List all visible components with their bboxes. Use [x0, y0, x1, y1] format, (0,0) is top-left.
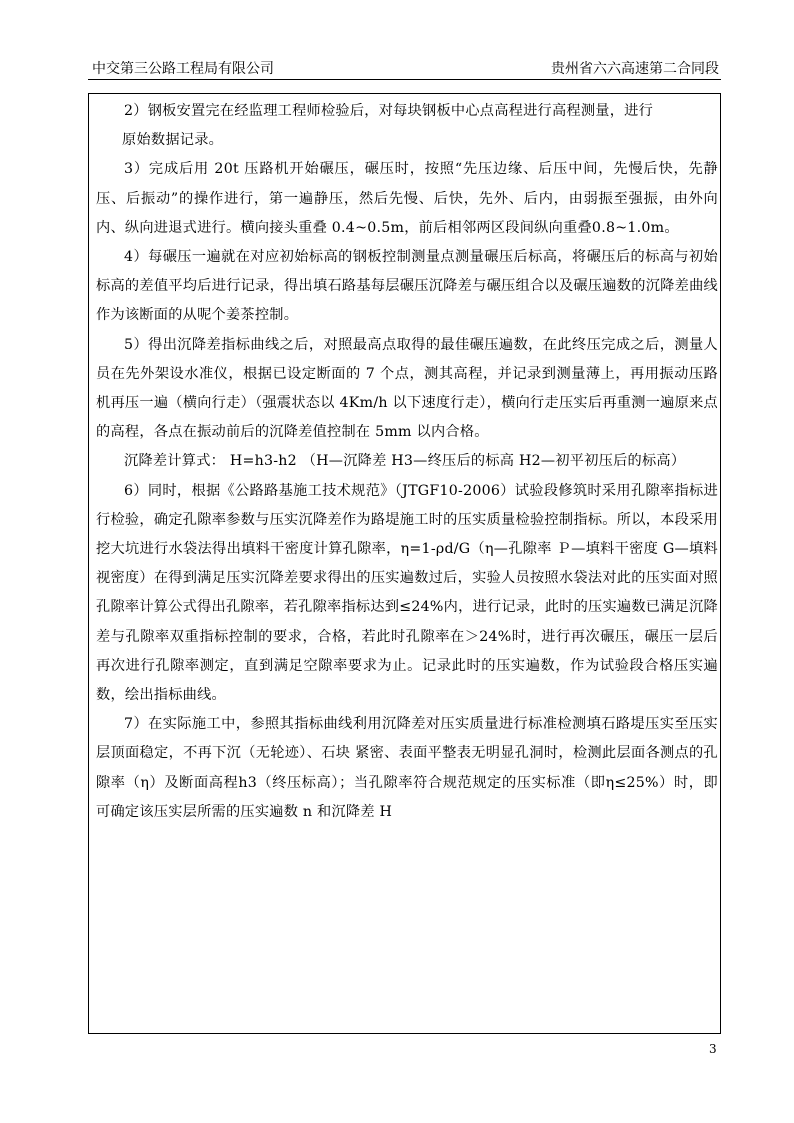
paragraph-4: 4）每碾压一遍就在对应初始标高的钢板控制测量点测量碾压后标高，将碾压后的标高与初始标高的差值平均后进行记录，得出填石路基每层碾压沉降差与碾压组合以及碾压遍数的沉降差曲线作为该断面的从呢个姜茶控制。 — [96, 249, 718, 324]
paragraph-1: 2）钢板安置完在经监理工程师检验后，对每块钢板中心点高程进行高程测量，进行 — [124, 103, 654, 119]
paragraph-7: 7）在实际施工中，参照其指标曲线利用沉降差对压实质量进行标准检测填石路堤压实至压实层顶面稳定，不再下沉（无轮迹）、石块 紧密、表面平整表无明显孔洞时，检测此层面各测点的孔隙率（η）及断面高程h3（终压标高）；当孔隙率符合规范规定的压实标准（即η≤25%）时，即可确定该压实层所需的压实遍数 n 和沉降差 H — [96, 716, 718, 820]
paragraph-3: 3）完成后用 20t 压路机开始碾压，碾压时，按照“先压边缘、后压中间，先慢后快，先静压、后振动”的操作进行，第一遍静压，然后先慢、后快，先外、后内，由弱振至强振，由外向内、纵向进退式进行。横向接头重叠 0.4~0.5m，前后相邻两区段间纵向重叠0.8~1.0m。 — [96, 161, 718, 236]
paragraph-1-cont: 原始数据记录。 — [122, 132, 224, 149]
header-project: 贵州省六六高速第二合同段 — [551, 61, 719, 77]
settlement-formula: 沉降差计算式： H=h3-h2 （H—沉降差 H3—终压后的标高 H2—初平初压后的标高） — [124, 453, 686, 470]
header-company: 中交第三公路工程局有限公司 — [92, 61, 274, 77]
page-header — [88, 58, 721, 80]
header-rule — [88, 79, 721, 80]
paragraph-5: 5）得出沉降差指标曲线之后，对照最高点取得的最佳碾压遍数，在此终压完成之后，测量人员在先外架设水准仪，根据已设定断面的 7 个点，测其高程，并记录到测量薄上，再用振动压路机再压一遍（横向行走）（强震状态以 4Km/h 以下速度行走），横向行走压实后再重测一遍原来点的高程，各点在振动前后的沉降差值控制在 5mm 以内合格。 — [96, 336, 718, 441]
body-text — [96, 97, 718, 827]
paragraph-6: 6）同时，根据《公路路基施工技术规范》（JTGF10-2006）试验段修筑时采用孔隙率指标进行检验，确定孔隙率参数与压实沉降差作为路堤施工时的压实质量检验控制指标。所以，本段采用挖大坑进行水袋法得出填料干密度计算孔隙率，η=1-ρd/G（η—孔隙率 Ｐ—填料干密度 G—填料视密度）在得到满足压实沉降差要求得出的压实遍数过后，实验人员按照水袋法对此的压实面对照孔隙率计算公式得出孔隙率，若孔隙率指标达到≤24%内，进行记录，此时的压实遍数已满足沉降差与孔隙率双重指标控制的要求，合格，若此时孔隙率在＞24%时，进行再次碾压，碾压一层后再次进行孔隙率测定，直到满足空隙率要求为止。记录此时的压实遍数，作为试验段合格压实遍数，绘出指标曲线。 — [96, 482, 718, 704]
page-number: 3 — [709, 1042, 717, 1056]
